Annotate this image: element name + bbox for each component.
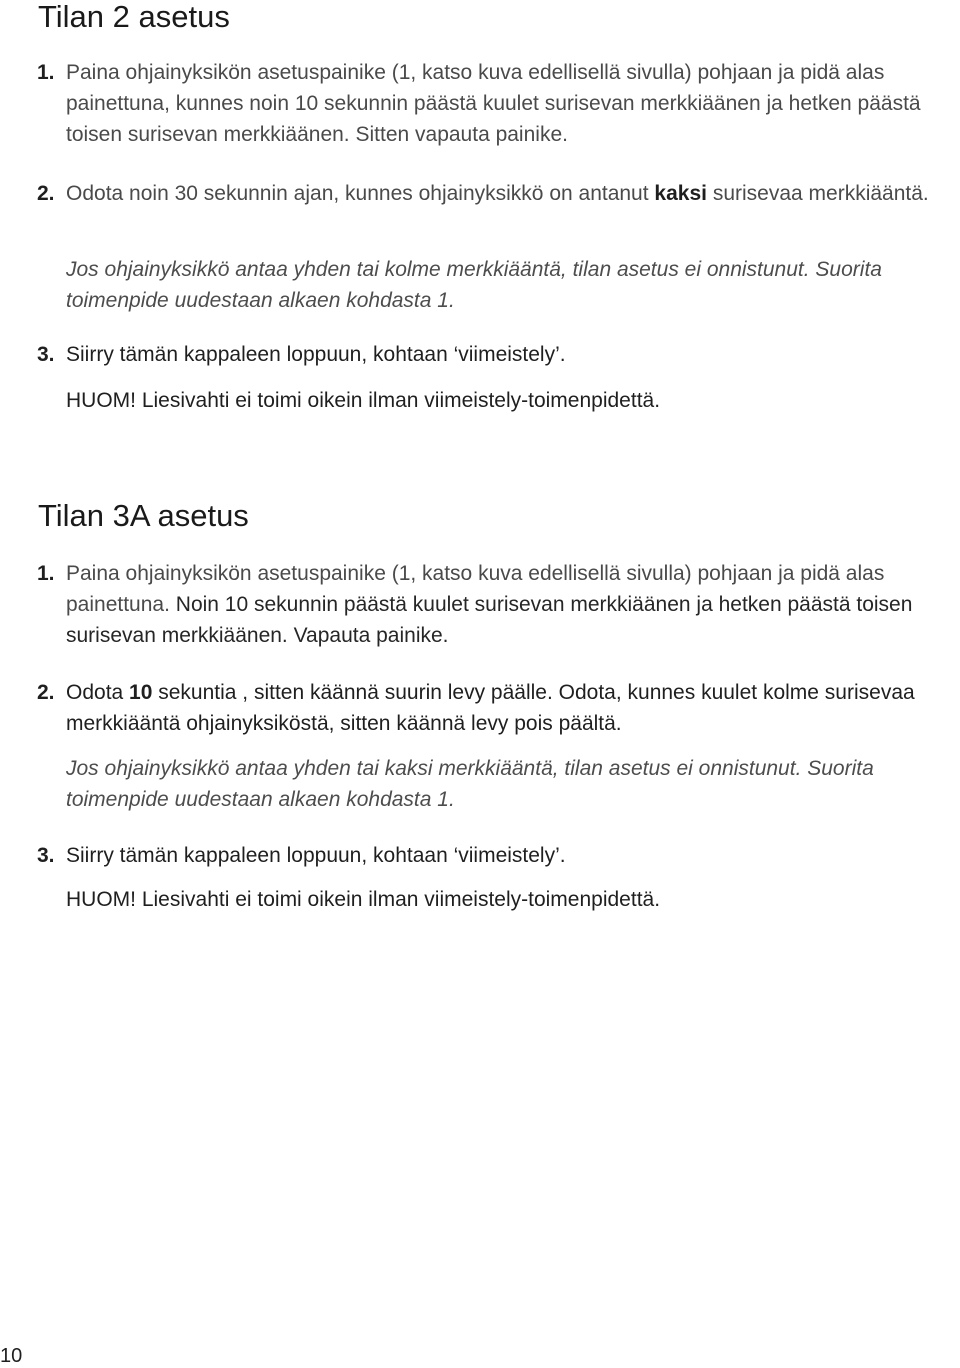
warning-note: HUOM! Liesivahti ei toimi oikein ilman viimeistely-toimenpidettä. [66, 389, 661, 412]
step-2-paragraph [37, 677, 956, 739]
failure-note: Jos ohjainyksikkö antaa yhden tai kaksi merkkiääntä, tilan asetus ei onnistunut. Suorita toimenpide uudestaan alkaen kohdasta 1. [66, 757, 874, 811]
step-text: Paina ohjainyksikön asetuspainike (1, katso kuva edellisellä sivulla) pohjaan ja pidä alas painettuna, kunnes noin 10 sekunnin päästä kuulet surisevan merkkiäänen ja hetken päästä toisen surisevan merkkiäänen. Sitten vapauta painike. [66, 61, 921, 146]
emphasis-text: kaksi [654, 182, 707, 205]
step-text: Siirry tämän kappaleen loppuun, kohtaan ‘viimeistely’. [66, 343, 566, 366]
step-number: 2. [37, 182, 55, 205]
step-number: 3. [37, 844, 55, 867]
step-1-paragraph [37, 558, 956, 651]
warning-note: HUOM! Liesivahti ei toimi oikein ilman viimeistely-toimenpidettä. [66, 888, 661, 911]
step-1-paragraph [37, 57, 956, 150]
step-2-paragraph [37, 178, 956, 209]
step-text: sekuntia , sitten käännä suurin levy päälle. Odota, kunnes kuulet kolme surisevaa merkkiääntä ohjainyksiköstä, sitten käännä levy pois päältä. [66, 681, 915, 735]
emphasis-text: 10 [129, 681, 153, 704]
section-title-tila-2: Tilan 2 asetus [38, 0, 230, 34]
step-text: Siirry tämän kappaleen loppuun, kohtaan ‘viimeistely’. [66, 844, 566, 867]
step-number: 3. [37, 343, 55, 366]
failure-note: Jos ohjainyksikkö antaa yhden tai kolme merkkiääntä, tilan asetus ei onnistunut. Suorita toimenpide uudestaan alkaen kohdasta 1. [66, 258, 882, 312]
step-number: 1. [37, 562, 55, 585]
step-number: 2. [37, 681, 55, 704]
step-number: 1. [37, 61, 55, 84]
step-text: Odota [66, 681, 130, 704]
page-number: 10 [0, 1345, 23, 1367]
step-text: Paina ohjainyksikön asetuspainike (1, katso kuva edellisellä sivulla) pohjaan ja pidä alas painettuna. [66, 562, 885, 616]
step-3-paragraph [37, 339, 956, 370]
step-text: Noin 10 sekunnin päästä kuulet surisevan merkkiäänen ja hetken päästä toisen surisevan merkkiäänen. Vapauta painike. [66, 593, 913, 647]
step-3-paragraph [37, 840, 956, 871]
step-text: surisevaa merkkiääntä. [706, 182, 929, 205]
step-text: Odota noin 30 sekunnin ajan, kunnes ohjainyksikkö on antanut [66, 182, 655, 205]
section-title-tila-3a: Tilan 3A asetus [38, 498, 249, 533]
